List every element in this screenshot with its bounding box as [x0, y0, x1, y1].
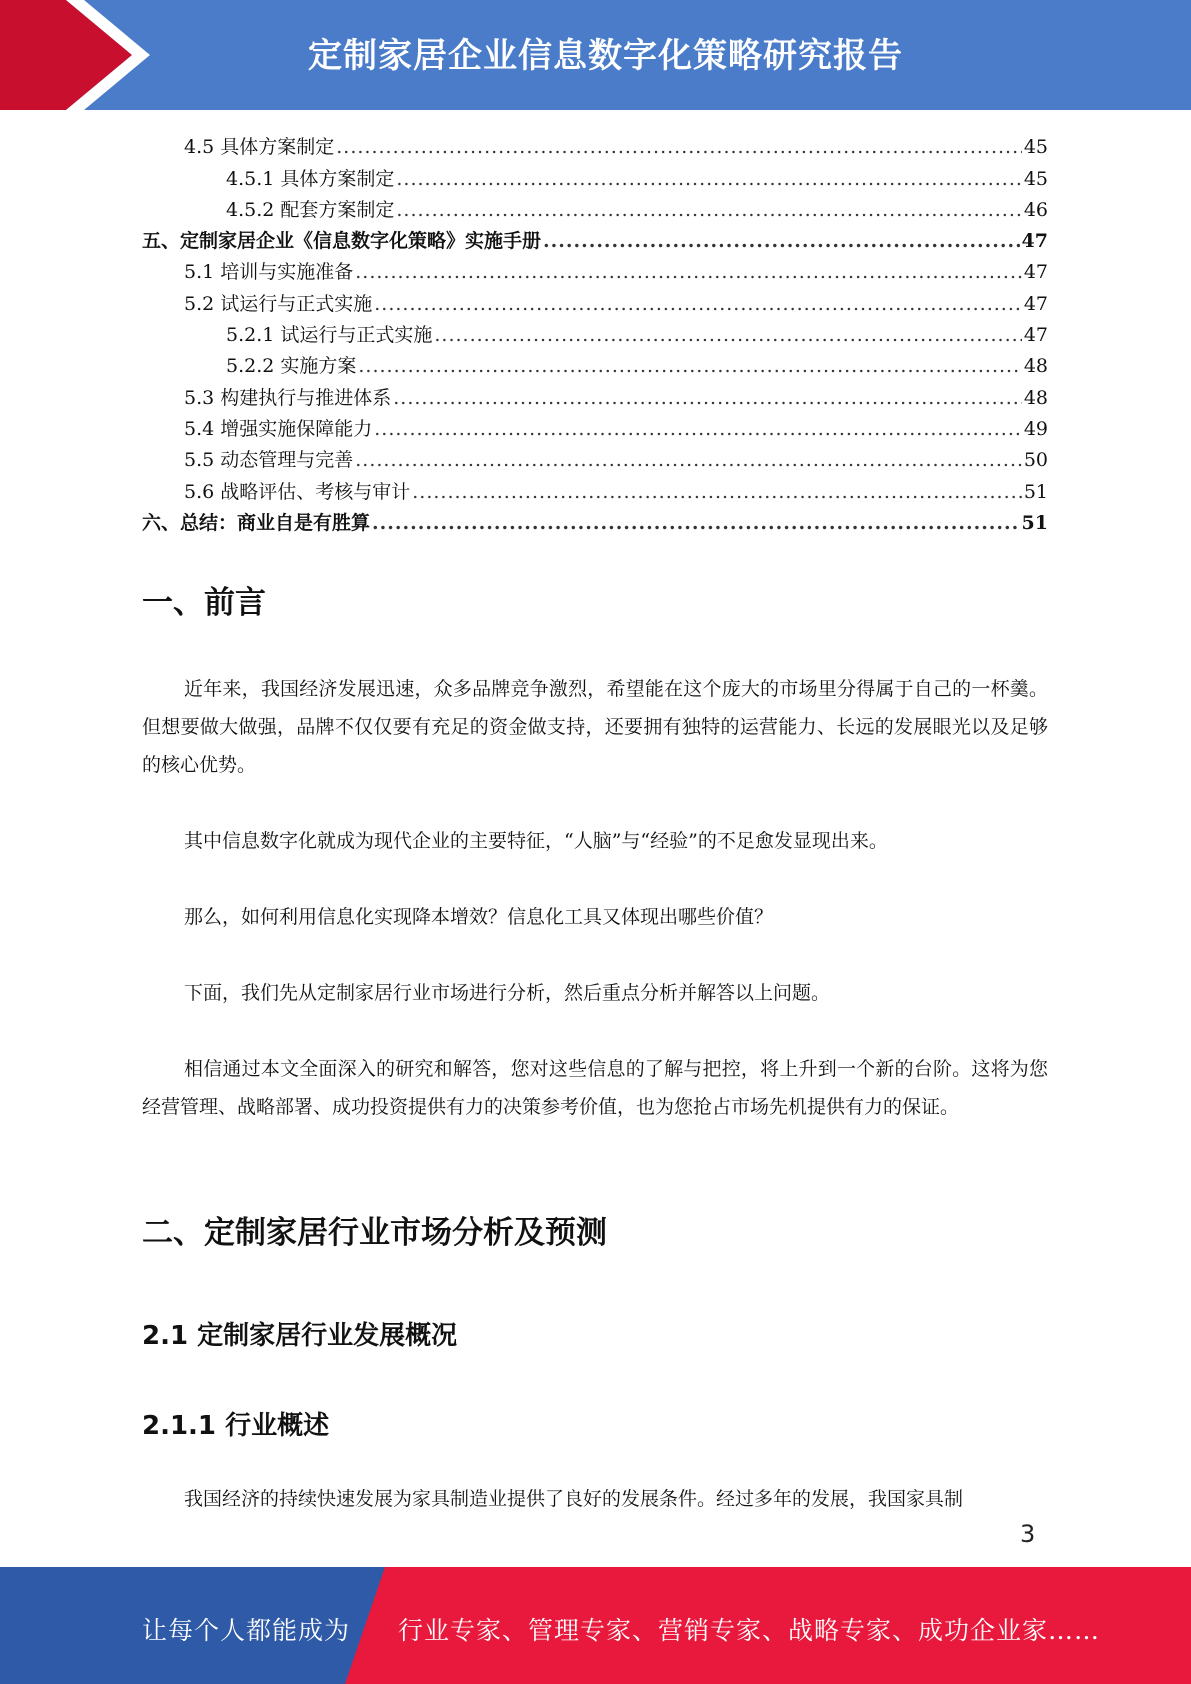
footer-slogan-left: 让每个人都能成为: [142, 1616, 351, 1645]
toc-entry[interactable]: [142, 504, 1048, 535]
toc-entry-page: 48: [1023, 355, 1048, 378]
toc-entry-page: 48: [1023, 386, 1048, 409]
toc-entry-title: 5.2.2 实施方案: [226, 355, 357, 378]
paragraph: 下面，我们先从定制家居行业市场进行分析，然后重点分析并解答以上问题。: [184, 982, 831, 1004]
toc-entry[interactable]: [142, 191, 1048, 222]
toc-entry-page: 47: [1023, 261, 1048, 284]
paragraph: 相信通过本文全面深入的研究和解答，您对这些信息的了解与把控，将上升到一个新的台阶。这将为您经营管理、战略部署、成功投资提供有力的决策参考价值，也为您抢占市场先机提供有力的保证。: [142, 1058, 1048, 1118]
toc-entry-title: 5.3 构建执行与推进体系: [184, 386, 392, 409]
paragraph: 其中信息数字化就成为现代企业的主要特征，“人脑”与“经验”的不足愈发显现出来。: [184, 830, 888, 852]
toc-entry-page: 45: [1023, 136, 1048, 159]
toc-entry-page: 49: [1023, 417, 1048, 440]
table-of-contents: [142, 128, 1048, 535]
page-header: [0, 0, 1191, 110]
toc-entry-title: 5.6 战略评估、考核与审计: [184, 480, 411, 503]
toc-entry[interactable]: [142, 316, 1048, 347]
toc-entry[interactable]: [142, 128, 1048, 159]
section-heading-market-analysis: 二、定制家居行业市场分析及预测: [142, 1215, 607, 1251]
toc-leader-dots: [393, 386, 1022, 410]
paragraph: 我国经济的持续快速发展为家具制造业提供了良好的发展条件。经过多年的发展，我国家具制: [184, 1488, 964, 1510]
toc-leader-dots: [355, 260, 1022, 284]
toc-leader-dots: [336, 135, 1022, 159]
toc-leader-dots: [412, 480, 1022, 504]
toc-entry[interactable]: [142, 222, 1048, 253]
toc-entry[interactable]: [142, 441, 1048, 472]
paragraph: 近年来，我国经济发展迅速，众多品牌竞争激烈，希望能在这个庞大的市场里分得属于自己的一杯羹。但想要做大做强，品牌不仅仅要有充足的资金做支持，还要拥有独特的运营能力、长远的发展眼光以及足够的核心优势。: [142, 678, 1048, 776]
toc-leader-dots: [372, 511, 1020, 535]
toc-leader-dots: [396, 167, 1021, 191]
toc-entry-page: 47: [1023, 292, 1048, 315]
toc-leader-dots: [358, 354, 1021, 378]
toc-entry-title: 5.1 培训与实施准备: [184, 261, 354, 284]
section-heading-preface: 一、前言: [142, 585, 266, 621]
page-number: 3: [1020, 1520, 1036, 1548]
toc-entry[interactable]: [142, 347, 1048, 378]
toc-entry[interactable]: [142, 378, 1048, 409]
toc-entry-title: 5.2 试运行与正式实施: [184, 292, 373, 315]
toc-entry-page: 51: [1021, 511, 1048, 534]
toc-leader-dots: [434, 323, 1021, 347]
toc-entry-page: 51: [1023, 480, 1048, 503]
toc-entry-title: 5.4 增强实施保障能力: [184, 417, 373, 440]
toc-leader-dots: [396, 198, 1021, 222]
toc-leader-dots: [374, 417, 1022, 441]
toc-entry-page: 45: [1023, 167, 1048, 190]
toc-entry-title: 4.5 具体方案制定: [184, 136, 335, 159]
toc-leader-dots: [355, 448, 1022, 472]
paragraph: 那么，如何利用信息化实现降本增效？信息化工具又体现出哪些价值？: [184, 906, 774, 928]
subsubsection-heading: 2.1.1 行业概述: [142, 1411, 330, 1441]
toc-entry[interactable]: [142, 284, 1048, 315]
toc-leader-dots: [374, 292, 1022, 316]
toc-entry-title: 4.5.1 具体方案制定: [226, 167, 395, 190]
toc-entry-page: 47: [1021, 230, 1048, 253]
toc-entry-title: 五、定制家居企业《信息数字化策略》实施手册: [142, 230, 542, 253]
toc-entry-page: 46: [1023, 198, 1048, 221]
toc-entry[interactable]: [142, 159, 1048, 190]
toc-entry-page: 47: [1023, 324, 1048, 347]
toc-entry[interactable]: [142, 253, 1048, 284]
footer-slogan-right: 行业专家、管理专家、营销专家、战略专家、成功企业家……: [398, 1616, 1101, 1645]
toc-entry[interactable]: [142, 410, 1048, 441]
subsection-heading: 2.1 定制家居行业发展概况: [142, 1321, 458, 1351]
toc-entry-title: 5.2.1 试运行与正式实施: [226, 324, 433, 347]
toc-entry-title: 4.5.2 配套方案制定: [226, 198, 395, 221]
toc-entry-title: 5.5 动态管理与完善: [184, 449, 354, 472]
header-title: 定制家居企业信息数字化策略研究报告: [308, 36, 903, 76]
toc-leader-dots: [543, 229, 1020, 253]
toc-entry-page: 50: [1023, 449, 1048, 472]
page-footer: [0, 1567, 1191, 1684]
toc-entry[interactable]: [142, 472, 1048, 503]
toc-entry-title: 六、总结：商业自是有胜算: [142, 511, 371, 534]
